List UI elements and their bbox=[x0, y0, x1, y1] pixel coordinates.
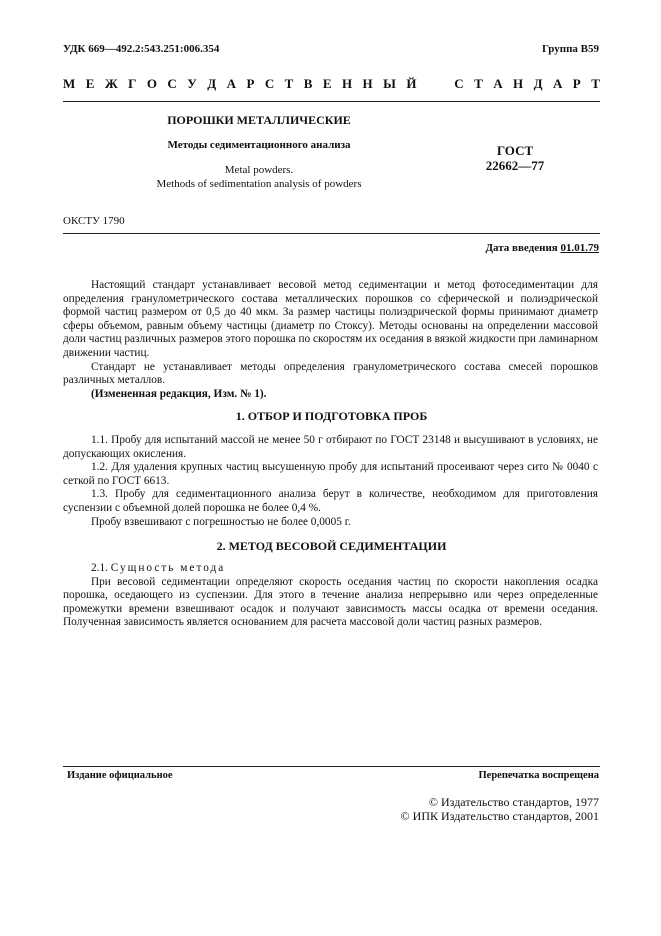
title-en-line1: Metal powders. bbox=[224, 164, 294, 176]
banner-letter: А bbox=[226, 76, 236, 91]
banner-letter: Н bbox=[341, 76, 353, 91]
gost-number: 22662—77 bbox=[485, 158, 545, 173]
subtitle-ru: Методы седиментационного анализа bbox=[167, 139, 351, 151]
group-code: Группа В59 bbox=[541, 43, 599, 55]
intro-text bbox=[63, 279, 598, 401]
banner-letter: Г bbox=[128, 76, 137, 91]
mid-divider bbox=[63, 233, 600, 234]
introduction-date bbox=[485, 242, 599, 254]
udk-code: УДК 669—492.2:543.251:006.354 bbox=[63, 43, 220, 55]
banner-letter: О bbox=[146, 76, 157, 91]
banner-letter bbox=[441, 76, 444, 92]
banner-letter: А bbox=[552, 76, 563, 91]
introduction-date-value: 01.01.79 bbox=[560, 242, 599, 254]
banner-letter: Р bbox=[246, 76, 255, 91]
banner-letter: Т bbox=[284, 76, 294, 91]
section-1-paragraph: 1.3. Пробу для седиментационного анализа берут в количестве, необходимом для приготовления суспензии с объемной долей порошка не более 0,4 %. bbox=[63, 488, 598, 514]
banner-letter: Е bbox=[322, 76, 332, 91]
title-ru: ПОРОШКИ МЕТАЛЛИЧЕСКИЕ bbox=[167, 113, 351, 127]
official-edition-label: Издание официальное bbox=[67, 770, 173, 781]
okstu-code: ОКСТУ 1790 bbox=[63, 215, 125, 227]
section-1-paragraph: 1.1. Пробу для испытаний массой не менее 50 г отбирают по ГОСТ 23148 и высушивают в условиях, не допускающих окисления. bbox=[63, 434, 598, 460]
intro-paragraph: Настоящий стандарт устанавливает весовой метод седиментации и метод фотоседиментации для определения гранулометрического состава металлических порошков со сферической и полиэдрической формой частиц размером от 0,5 до 40 мкм. За размер частицы полиэдрической формы принимают диаметр сферы объемом, равным объему частицы (диаметр по Стоксу). Методы основаны на определении массовой доли частиц различных размеров этого порошка по скоростям их оседания в вязкой жидкости при ламинарном движении частиц. bbox=[63, 279, 598, 359]
section-2-paragraph: При весовой седиментации определяют скорость оседания частиц по скорости накопления осадка порошка, оседающего из суспензии. Для этого в течение анализа непрерывно или через определенные промежутки времени взвешивают осадок и получают зависимость массы осадка от времени оседания. Полученная зависимость является основанием для расчета массовой доли частиц разных размеров. bbox=[63, 575, 598, 629]
banner-letter: С bbox=[264, 76, 275, 91]
reprint-prohibited-label: Перепечатка воспрещена bbox=[478, 770, 599, 781]
banner-letter: Ы bbox=[383, 76, 396, 91]
banner-letter: В bbox=[303, 76, 313, 91]
title-en-line2: Methods of sedimentation analysis of powders bbox=[156, 178, 362, 190]
introduction-date-label: Дата введения bbox=[485, 242, 558, 254]
intro-paragraph: Стандарт не устанавливает методы определения гранулометрического состава смесей порошков различных металлов. bbox=[63, 360, 598, 387]
bottom-divider bbox=[63, 766, 600, 767]
section-2-subheading bbox=[63, 562, 598, 576]
interstate-standard-banner bbox=[63, 76, 600, 92]
top-divider bbox=[63, 101, 600, 102]
banner-letter: С bbox=[167, 76, 177, 91]
copyright-2001: © ИПК Издательство стандартов, 2001 bbox=[400, 809, 599, 823]
banner-letter: Р bbox=[572, 76, 581, 91]
banner-letter bbox=[427, 76, 430, 92]
copyright-1977: © Издательство стандартов, 1977 bbox=[428, 795, 599, 809]
banner-letter: Е bbox=[85, 76, 95, 91]
section-2-subheading-number: 2.1. bbox=[91, 562, 108, 574]
section-1-text bbox=[63, 434, 598, 529]
amendment-note: (Измененная редакция, Изм. № 1). bbox=[91, 387, 267, 400]
gost-label: ГОСТ bbox=[496, 143, 534, 158]
banner-letter: Т bbox=[474, 76, 483, 91]
section-1-paragraph: 1.2. Для удаления крупных частиц высушенную пробу для испытаний просеивают через сито № 0040 с сеткой по ГОСТ 6613. bbox=[63, 461, 598, 487]
banner-letter: Д bbox=[207, 76, 217, 91]
section-1-heading: 1. ОТБОР И ПОДГОТОВКА ПРОБ bbox=[235, 409, 428, 423]
banner-letter: Н bbox=[513, 76, 524, 91]
banner-letter: Д bbox=[533, 76, 543, 91]
banner-letter: Н bbox=[362, 76, 373, 91]
section-2-text bbox=[63, 562, 598, 630]
banner-letter: М bbox=[63, 76, 76, 91]
banner-letter: Т bbox=[591, 76, 600, 91]
banner-letter: А bbox=[493, 76, 503, 91]
section-1-paragraph: Пробу взвешивают с погрешностью не более 0,0005 г. bbox=[91, 515, 351, 528]
section-2-heading: 2. МЕТОД ВЕСОВОЙ СЕДИМЕНТАЦИИ bbox=[216, 539, 447, 553]
banner-letter: Ж bbox=[104, 76, 118, 91]
banner-letter: С bbox=[454, 76, 464, 91]
section-2-subheading-title: Сущность метода bbox=[110, 562, 226, 574]
banner-letter: У bbox=[187, 76, 197, 91]
banner-letter: Й bbox=[406, 76, 417, 91]
